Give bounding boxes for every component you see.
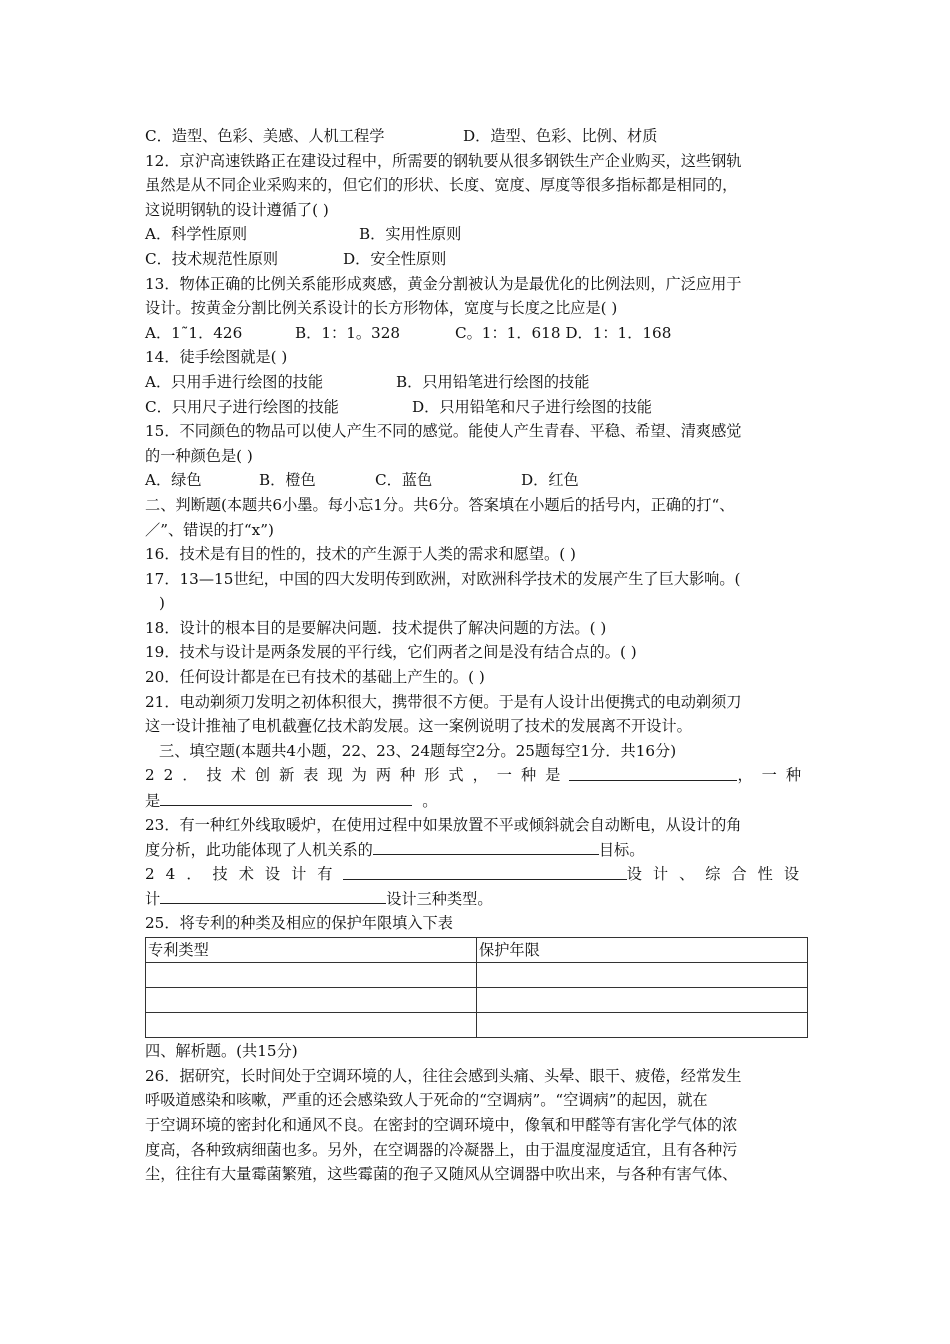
table-row [146,963,808,988]
q22-answer-blank-2[interactable] [160,788,412,806]
q12-option-b: B．实用性原则 [359,225,462,244]
q26-line-2: 呼吸道感染和咳嗽，严重的还会感染致人于死命的“空调病”。“空调病”的起因，就在 [145,1091,708,1110]
table-cell[interactable] [477,988,808,1013]
q22-mid: ，一种 [737,766,810,785]
q16: 16．技术是有目的性的，技术的产生源于人类的需求和愿望。( ) [145,545,576,564]
q17-line-1: 17．13—15世纪，中国的四大发明传到欧洲，对欧洲科学技术的发展产生了巨大影响。( [145,569,741,588]
q13-options [145,321,810,346]
q19: 19．技术与设计是两条发展的平行线，它们两者之间是没有结合点的。( ) [145,643,637,662]
table-cell[interactable] [477,1013,808,1038]
q26-line-3: 于空调环境的密封化和通风不良。在密封的空调环境中，像氧和甲醛等有害化学气体的浓 [145,1115,738,1134]
table-row [146,1013,808,1038]
q26-line-5: 尘，往往有大量霉菌繁殖，这些霉菌的孢子又随风从空调器中吹出来，与各种有害气体、 [145,1165,738,1184]
q23-prefix: 度分析，此功能体现了人机关系的 [145,841,373,860]
q23-line-2 [145,837,810,862]
q22-line-2-suffix: 。 [422,792,438,811]
q13-line-1: 13．物体正确的比例关系能形成爽感，黄金分割被认为是最优化的比例法则，广泛应用于 [145,274,742,293]
q15-options [145,468,810,493]
q13-line-2: 设计。按黄金分割比例关系设计的长方形物体，宽度与长度之比应是( ) [145,299,618,318]
q14-option-a: A．只用手进行绘图的技能 [145,372,324,391]
q21-line-2: 这一设计推袖了电机截亹亿技术韵发展。这一案例说明了技术的发展离不开设计。 [145,717,692,736]
q14-options-cd [145,395,810,420]
q11-options-cd [145,124,810,149]
table-cell[interactable] [477,963,808,988]
q23-line-1: 23．有一种红外线取暖炉，在使用过程中如果放置不平或倾斜就会自动断电，从设计的角 [145,815,742,834]
q24-line-1 [145,862,810,887]
q22-line-2-prefix: 是 [145,792,161,811]
table-header-protection-period: 保护年限 [477,937,808,963]
q12-line-3: 这说明钢轨的设计遵循了( ) [145,200,329,219]
q24-answer-blank-1[interactable] [343,862,626,880]
q13-option-a: A．1˜1．426 [145,323,243,342]
q11-option-d: D．造型、色彩、比例、材质 [463,127,658,145]
q21-line-1: 21．电动剃须刀发明之初体积很大，携带很不方便。于是有人设计出便携式的电动剃须刀 [145,692,742,711]
table-row [146,988,808,1013]
table-header-row [146,937,808,963]
q15-option-a: A．绿色 [145,471,202,490]
table-header-patent-type: 专利类型 [146,937,477,963]
q13-option-cd: C。1：1．618 D．1：1．168 [455,323,672,342]
section-4-heading: 四、解析题。(共15分) [145,1042,298,1061]
q14-stem: 14．徒手绘图就是( ) [145,348,288,367]
section-2-heading-line-2: ／”、错误的打“x”) [145,520,274,539]
q18: 18．设计的根本目的是要解决问题．技术提供了解决问题的方法。( ) [145,618,607,637]
q22-answer-blank-1[interactable] [569,763,737,781]
q14-option-c: C．只用尺子进行绘图的技能 [145,397,339,416]
q13-option-b: B．1：1。328 [295,323,401,342]
q15-line-1: 15．不同颜色的物品可以使人产生不同的感觉。能使人产生青春、平稳、希望、清爽感觉 [145,422,742,441]
q17-line-2: ) [159,594,165,613]
q24-line-2-prefix: 计 [145,890,161,909]
q12-option-a: A．科学性原则 [145,225,248,244]
q12-line-2: 虽然是从不同企业采购来的，但它们的形状、长度、宽度、厚度等很多指标都是相同的， [145,176,738,195]
q14-option-d: D．只用铅笔和尺子进行绘图的技能 [412,397,652,416]
q12-options-ab [145,222,810,247]
q15-option-c: C．蓝色 [375,471,433,490]
q24-line-2 [145,886,810,911]
q24-mid: 设计、综合性设 [626,864,810,883]
q15-option-d: D．红色 [521,471,579,490]
table-cell[interactable] [146,1013,477,1038]
q24-line-2-suffix: 设计三种类型。 [386,890,493,909]
q25-stem: 25．将专利的种类及相应的保护年限填入下表 [145,914,453,932]
q14-options-ab [145,370,810,395]
q15-line-2: 的一种颜色是( ) [145,446,253,465]
q12-options-cd [145,247,810,272]
q12-option-c: C．技术规范性原则 [145,249,279,268]
q22-line-1 [145,763,810,788]
q22-line-2 [145,788,810,813]
q24-prefix: 24．技术设计有 [145,864,344,883]
q24-answer-blank-2[interactable] [160,886,386,904]
section-2-heading-line-1: 二、判断题(本题共6小墨。每小忘1分。共6分。答案填在小题后的括号内，正确的打“、 [145,495,735,514]
q26-line-4: 度高，各种致病细菌也多。另外，在空调器的冷凝器上，由于温度湿度适宜，且有各种污 [145,1140,738,1159]
section-3-heading: 三、填空题(本题共4小题，22、23、24题每空2分。25题每空1分．共16分) [159,741,677,760]
exam-page [145,124,810,1187]
q23-suffix: 目标。 [598,841,645,860]
table-cell[interactable] [146,963,477,988]
q22-prefix: 22．技术创新表现为两种形式，一种是 [145,766,570,785]
q23-answer-blank[interactable] [373,837,599,855]
patent-table [145,937,808,1039]
q12-option-d: D．安全性原则 [343,249,447,268]
q15-option-b: B．橙色 [259,471,316,490]
q20: 20．任何设计都是在已有技术的基础上产生的。( ) [145,668,485,687]
q14-option-b: B．只用铅笔进行绘图的技能 [396,372,590,391]
q26-line-1: 26．据研究，长时间处于空调环境的人，往往会感到头痛、头晕、眼干、疲倦，经常发生 [145,1066,742,1085]
q12-line-1: 12．京沪高速铁路正在建设过程中，所需要的钢轨要从很多钢铁生产企业购买，这些钢轨 [145,151,742,170]
table-cell[interactable] [146,988,477,1013]
q11-option-c: C．造型、色彩、美感、人机工程学 [145,127,385,145]
